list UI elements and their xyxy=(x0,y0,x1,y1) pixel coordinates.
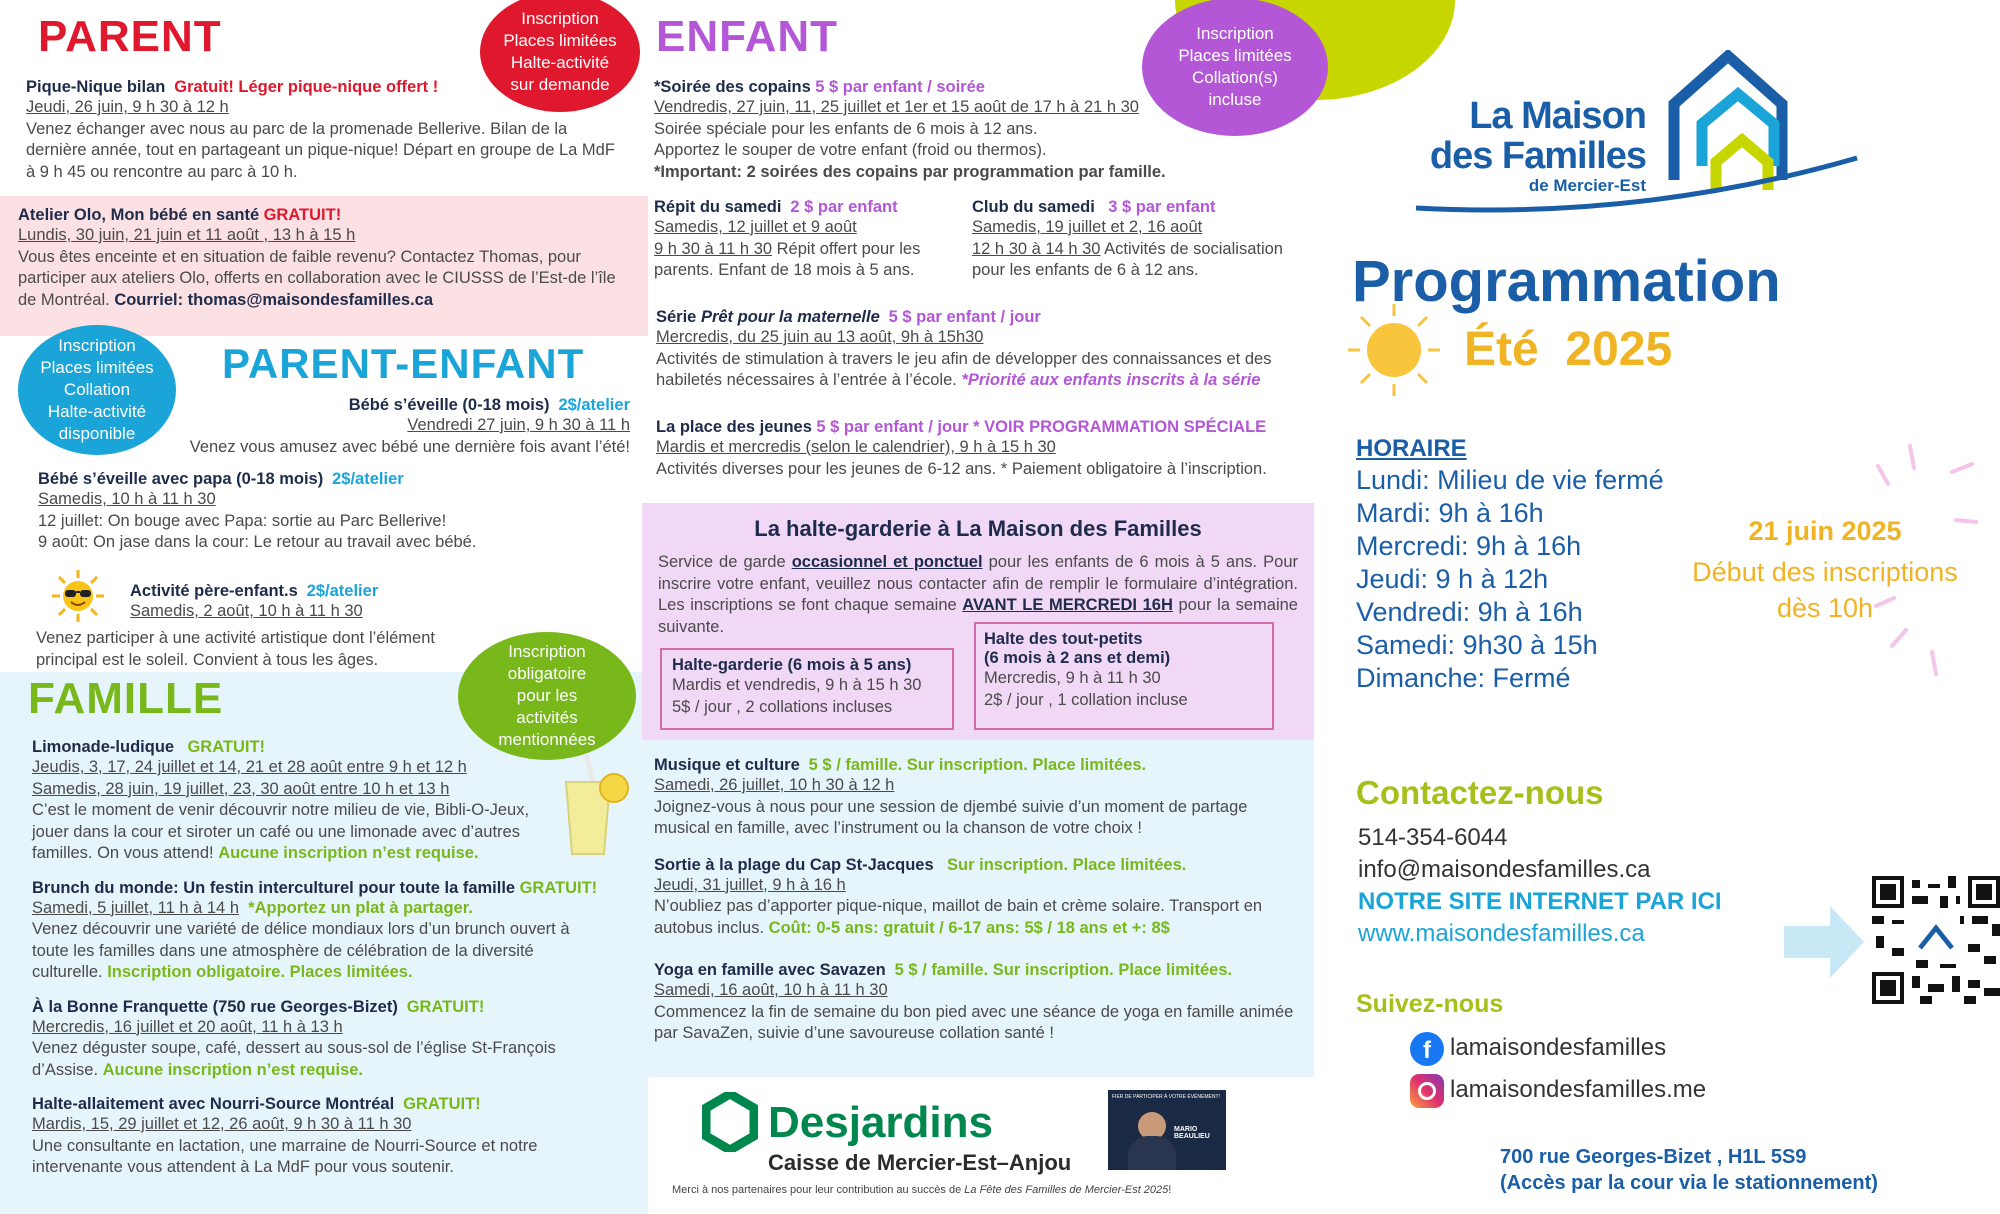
thanks-1: Merci à nos partenaires pour leur contribution au succès de xyxy=(672,1184,965,1196)
horaire-day: Vendredi: 9h à 16h xyxy=(1356,597,1583,627)
franquette-card xyxy=(32,998,632,1082)
yoga-date: Samedi, 16 août, 10 h à 11 h 30 xyxy=(654,981,888,999)
horaire-day: Mercredi: 9h à 16h xyxy=(1356,531,1582,561)
bubble-line: Collation(s) xyxy=(1192,68,1278,87)
contact-email[interactable]: info@maisondesfamilles.ca xyxy=(1358,856,1651,883)
jeunes-card xyxy=(656,418,1312,480)
club-price: 3 $ par enfant xyxy=(1108,198,1216,216)
pere-date: Samedis, 2 août, 10 h à 11 h 30 xyxy=(130,602,363,620)
serie-desc: Activités de stimulation à travers le jeu afin de développer des connaissances et des habiletés nécessaires à l’entrée à l’école. xyxy=(656,349,1272,389)
instagram-ring xyxy=(1418,1082,1436,1100)
bubble-line: Places limitées xyxy=(503,31,617,50)
parent-enfant-heading: PARENT-ENFANT xyxy=(222,340,585,387)
musique-date: Samedi, 26 juillet, 10 h 30 à 12 h xyxy=(654,776,895,794)
musique-title: Musique et culture xyxy=(654,756,800,774)
limonade-badge: GRATUIT! xyxy=(187,738,266,756)
repit-title: Répit du samedi xyxy=(654,198,782,216)
site-label: NOTRE SITE INTERNET PAR ICI xyxy=(1358,888,1722,915)
bubble-line: Collation xyxy=(63,380,131,399)
pere-card xyxy=(130,582,550,623)
limonade-desc: C’est le moment de venir découvrir notre milieu de vie, Bibli-O-Jeux, jouer dans la cour et siroter un café ou une limonade avec d’autres familles. On vous attend! xyxy=(32,801,530,862)
club-title: Club du samedi xyxy=(972,198,1095,216)
club-desc: Activités de socialisation pour les enfants de 6 à 12 ans. xyxy=(972,239,1283,279)
box1-title: Halte-garderie (6 mois à 5 ans) xyxy=(672,656,912,674)
bebe-card xyxy=(170,396,630,458)
halte-p2: pour les enfants de 6 mois à 5 ans. Pour inscrire votre enfant, veuillez nous contacter afin de remplir le formulaire d’intégration. Les inscriptions se font chaque semaine xyxy=(658,553,1298,614)
repit-card xyxy=(654,198,964,282)
soiree-line1: Soirée spéciale pour les enfants de 6 mois à 12 ans. xyxy=(654,119,1038,138)
box2-l1: Mercredis, 9 h à 11 h 30 xyxy=(984,669,1161,687)
qr-code-icon[interactable] xyxy=(1872,876,2000,1004)
yoga-card xyxy=(654,961,1304,1045)
plage-cost: Coût: 0-5 ans: gratuit / 6-17 ans: 5$ / 18 ans et +: 8$ xyxy=(768,918,1170,937)
desjardins-logo-icon xyxy=(702,1092,758,1152)
halte-p1: Service de garde xyxy=(658,553,792,571)
plage-date: Jeudi, 31 juillet, 9 h à 16 h xyxy=(654,875,846,894)
box1-l2: 5$ / jour , 2 collations incluses xyxy=(672,697,893,716)
horaire-block xyxy=(1356,434,1664,695)
box1-l1: Mardis et vendredis, 9 h à 15 h 30 xyxy=(672,676,922,694)
brunch-desc: Venez découvrir une variété de délice mondiaux lors d’un brunch ouvert à toute les familles dans une atmosphère de célébration de la diversité culturelle. xyxy=(32,920,570,981)
bubble-line: Inscription xyxy=(1196,24,1274,43)
bubble-line: mentionnées xyxy=(498,730,596,749)
franquette-title: À la Bonne Franquette (750 rue Georges-Bizet) xyxy=(32,997,398,1016)
pere-title: Activité père-enfant.s xyxy=(130,582,298,600)
yoga-price: 5 $ / famille. Sur inscription. Place limitées. xyxy=(894,961,1233,979)
limonade-note: Aucune inscription n’est requise. xyxy=(218,844,479,862)
brand-name1: La Maison xyxy=(1469,95,1646,137)
plage-title: Sortie à la plage du Cap St-Jacques xyxy=(654,855,934,874)
papa-card xyxy=(38,470,638,554)
horaire-day: Samedi: 9h30 à 15h xyxy=(1356,630,1598,660)
facebook-icon[interactable]: f xyxy=(1410,1032,1444,1066)
bebe-price: 2$/atelier xyxy=(558,396,630,414)
horaire-title: HORAIRE xyxy=(1356,435,1467,462)
facebook-link[interactable]: lamaisondesfamilles xyxy=(1450,1034,1667,1061)
serie-note: *Priorité aux enfants inscrits à la série xyxy=(961,371,1261,389)
halte-allait-card xyxy=(32,1095,632,1179)
picnic-badge: Gratuit! Léger pique-nique offert ! xyxy=(174,78,439,96)
bubble-line: activités xyxy=(516,708,578,727)
picnic-card xyxy=(26,78,626,183)
bubble-line: disponible xyxy=(58,424,136,443)
halte-allait-title: Halte-allaitement avec Nourri-Source Montréal xyxy=(32,1095,395,1113)
picnic-title: Pique-Nique bilan xyxy=(26,78,166,96)
musique-price: 5 $ / famille. Sur inscription. Place limitées. xyxy=(808,756,1147,774)
olo-badge: GRATUIT! xyxy=(263,206,342,224)
brand-name3: de Mercier-Est xyxy=(1528,176,1646,195)
halte-p1u: occasionnel et ponctuel xyxy=(791,553,983,571)
famille-heading: FAMILLE xyxy=(28,674,224,723)
brunch-extra: *Apportez un plat à partager. xyxy=(248,898,473,917)
brunch-note: Inscription obligatoire. Places limitées. xyxy=(107,963,413,981)
inscription-debut xyxy=(1670,554,1980,626)
horaire-day: Mardi: 9h à 16h xyxy=(1356,498,1544,528)
site-link[interactable]: www.maisondesfamilles.ca xyxy=(1358,920,1645,947)
bubble-line: Places limitées xyxy=(1178,46,1292,65)
soiree-title: *Soirée des copains xyxy=(654,78,811,96)
papa-line1: 12 juillet: On bouge avec Papa: sortie au Parc Bellerive! xyxy=(38,511,447,530)
enfant-heading: ENFANT xyxy=(656,12,838,61)
jeunes-price: 5 $ par enfant / jour * VOIR PROGRAMMATION SPÉCIALE xyxy=(816,418,1267,436)
parent-enfant-bubble xyxy=(18,325,176,455)
jeunes-desc: Activités diverses pour les jeunes de 6-12 ans. * Paiement obligatoire à l’inscription. xyxy=(656,459,1267,478)
limonade-title: Limonade-ludique xyxy=(32,738,175,756)
contact-title: Contactez-nous xyxy=(1356,774,1604,811)
desjardins-caisse: Caisse de Mercier-Est–Anjou xyxy=(768,1150,1072,1175)
pere-price: 2$/atelier xyxy=(306,582,379,600)
jeunes-date: Mardis et mercredis (selon le calendrier), 9 h à 15 h 30 xyxy=(656,438,1056,456)
club-card xyxy=(972,198,1312,282)
club-time: 12 h 30 à 14 h 30 xyxy=(972,239,1101,258)
halte-allait-date: Mardis, 15, 29 juillet et 12, 26 août, 9 h 30 à 11 h 30 xyxy=(32,1115,412,1133)
papa-title: Bébé s’éveille avec papa (0-18 mois) xyxy=(38,470,324,488)
brand-name2: des Familles xyxy=(1429,135,1646,177)
brunch-title: Brunch du monde: Un festin interculturel pour toute la famille xyxy=(32,878,516,897)
horaire-day: Lundi: Milieu de vie fermé xyxy=(1356,465,1664,495)
limonade-card xyxy=(32,738,632,865)
sponsor-thanks xyxy=(672,1184,1292,1196)
thanks-3: ! xyxy=(1168,1184,1172,1196)
house-logo-icon xyxy=(1412,50,1872,220)
papa-date: Samedis, 10 h à 11 h 30 xyxy=(38,490,216,508)
instagram-link[interactable]: lamaisondesfamilles.me xyxy=(1450,1076,1707,1103)
soiree-date: Vendredis, 27 juin, 11, 25 juillet et 1er et 15 août de 17 h à 21 h 30 xyxy=(654,98,1139,116)
papa-price: 2$/atelier xyxy=(332,470,404,488)
instagram-icon[interactable] xyxy=(1410,1074,1444,1108)
brunch-badge: GRATUIT! xyxy=(519,878,598,897)
musique-card xyxy=(654,756,1304,840)
bubble-line: obligatoire xyxy=(507,664,587,683)
halte-p3: pour la semaine suivante. xyxy=(658,596,1298,636)
franquette-note: Aucune inscription n’est requise. xyxy=(102,1060,364,1079)
serie-title: Série xyxy=(656,308,701,326)
repit-date: Samedis, 12 juillet et 9 août xyxy=(654,218,857,236)
bubble-line: Halte-activité xyxy=(510,53,610,72)
bebe-date: Vendredi 27 juin, 9 h 30 à 11 h xyxy=(407,416,630,434)
desjardins-name: Desjardins xyxy=(768,1098,993,1147)
repit-desc: Répit offert pour les parents. Enfant de 18 mois à 5 ans. xyxy=(654,239,921,279)
soiree-note: *Important: 2 soirées des copains par programmation par famille. xyxy=(654,162,1166,181)
jeunes-title: La place des jeunes xyxy=(656,418,812,436)
poster-top: FIER DE PARTICIPER À VOTRE ÉVÉNEMENT! xyxy=(1112,1094,1220,1100)
halte-box-garderie xyxy=(660,648,954,730)
soiree-price: 5 $ par enfant / soirée xyxy=(815,78,985,96)
bebe-desc: Venez vous amusez avec bébé une dernière fois avant l’été! xyxy=(189,437,630,456)
parent-heading: PARENT xyxy=(38,12,222,61)
musique-desc: Joignez-vous à nous pour une session de djembé suivie d’un moment de partage musical en famille, avec l’instrument ou la chanson de votre choix ! xyxy=(654,797,1248,837)
horaire-day: Jeudi: 9 h à 12h xyxy=(1356,564,1549,594)
olo-email[interactable]: Courriel: thomas@maisondesfamilles.ca xyxy=(114,290,434,309)
arrow-right-icon xyxy=(1784,902,1864,982)
sun-icon xyxy=(1344,300,1444,400)
inscription-date: 21 juin 2025 xyxy=(1748,516,1902,546)
serie-card xyxy=(656,308,1312,392)
sun-glasses-icon xyxy=(50,568,106,624)
bubble-line: Places limitées xyxy=(40,358,154,377)
limonade-date1: Jeudis, 3, 17, 24 juillet et 14, 21 et 28 août entre 9 h et 12 h xyxy=(32,758,467,776)
halte-p2u: AVANT LE MERCREDI 16H xyxy=(962,596,1173,614)
halte-title: La halte-garderie à La Maison des Familles xyxy=(754,516,1202,541)
repit-time: 9 h 30 à 11 h 30 xyxy=(654,239,773,258)
ete-title: Été 2025 xyxy=(1464,323,1673,376)
bubble-line: Inscription xyxy=(521,9,599,28)
address-line2: (Accès par la cour via le stationnement) xyxy=(1500,1172,1878,1194)
bubble-line: Inscription xyxy=(508,642,586,661)
box2-title1: Halte des tout-petits xyxy=(984,630,1143,648)
club-date: Samedis, 19 juillet et 2, 16 août xyxy=(972,218,1203,236)
bebe-title: Bébé s’éveille (0-18 mois) xyxy=(348,396,550,414)
horaire-day: Dimanche: Fermé xyxy=(1356,663,1571,693)
olo-date: Lundis, 30 juin, 21 juin et 11 août , 13 h à 15 h xyxy=(18,226,356,244)
halte-allait-badge: GRATUIT! xyxy=(403,1095,481,1113)
famille-list xyxy=(32,738,632,1193)
debut-line1: Début des inscriptions xyxy=(1692,557,1958,587)
plage-price: Sur inscription. Place limitées. xyxy=(947,855,1187,874)
serie-price: 5 $ par enfant / jour xyxy=(888,308,1041,326)
soiree-line2: Apportez le souper de votre enfant (froid ou thermos). xyxy=(654,141,1047,159)
papa-line2: 9 août: On jase dans la cour: Le retour au travail avec bébé. xyxy=(38,533,477,551)
bubble-line: pour les xyxy=(516,686,578,705)
picnic-date: Jeudi, 26 juin, 9 h 30 à 12 h xyxy=(26,98,229,116)
brunch-date: Samedi, 5 juillet, 11 h à 14 h xyxy=(32,898,239,917)
debut-line2: dès 10h xyxy=(1776,593,1874,623)
limonade-date2: Samedis, 28 juin, 19 juillet, 23, 30 août entre 10 h et 13 h xyxy=(32,779,450,798)
soiree-card xyxy=(654,78,1294,183)
famille2-list xyxy=(654,756,1304,1045)
serie-title-italic: Prêt pour la maternelle xyxy=(700,308,880,326)
franquette-date: Mercredis, 16 juillet et 20 août, 11 h à 13 h xyxy=(32,1017,343,1036)
bubble-line: Inscription xyxy=(58,336,136,355)
halte-box-tout-petits xyxy=(974,622,1274,730)
thanks-2: La Fête des Familles de Mercier-Est 2025 xyxy=(964,1184,1169,1196)
plage-card xyxy=(654,856,1304,940)
serie-date: Mercredis, du 25 juin au 13 août, 9h à 15h30 xyxy=(656,328,984,346)
plage-desc: N’oubliez pas d’apporter pique-nique, maillot de bain et crème solaire. Transport en autobus inclus. xyxy=(654,897,1263,937)
yoga-desc: Commencez la fin de semaine du bon pied avec une séance de yoga en famille animée par SavaZen, suivie d’une savoureuse collation santé ! xyxy=(654,1002,1294,1042)
contact-phone[interactable]: 514-354-6044 xyxy=(1358,824,1508,851)
follow-title: Suivez-nous xyxy=(1356,990,1504,1018)
olo-card xyxy=(18,206,628,311)
olo-title: Atelier Olo, Mon bébé en santé xyxy=(18,206,260,224)
halte-allait-desc: Une consultante en lactation, une marraine de Nourri-Source et notre intervenante vous attendent à La MdF pour vous soutenir. xyxy=(32,1136,538,1176)
prog-title: Programmation xyxy=(1352,249,1781,314)
yoga-title: Yoga en famille avec Savazen xyxy=(654,961,886,979)
address xyxy=(1500,1144,1878,1196)
bubble-line: incluse xyxy=(1208,90,1262,109)
poster-name: MARIO BEAULIEU xyxy=(1174,1126,1210,1140)
sponsor-poster xyxy=(1108,1090,1226,1170)
olo-desc: Vous êtes enceinte et en situation de faible revenu? Contactez Thomas, pour participer aux ateliers Olo, offerts en collaboration avec le CIUSSS de l’Est-de l’île de Montréal. xyxy=(18,247,616,309)
address-line1: 700 rue Georges-Bizet , H1L 5S9 xyxy=(1500,1146,1807,1168)
poster-suit xyxy=(1128,1136,1176,1170)
franquette-desc: Venez déguster soupe, café, dessert au sous-sol de l’église St-François d’Assise. xyxy=(32,1039,556,1079)
repit-price: 2 $ par enfant xyxy=(790,198,898,216)
pere-desc: Venez participer à une activité artistique dont l’élément principal est le soleil. Convient à tous les âges. xyxy=(36,629,435,669)
franquette-badge: GRATUIT! xyxy=(406,997,485,1016)
picnic-desc: Venez échanger avec nous au parc de la promenade Bellerive. Bilan de la dernière année, tout en partageant un pique-nique! Départ en groupe de La MdF à 9 h 45 ou rencontre au parc à 10 h. xyxy=(26,119,615,181)
brunch-card xyxy=(32,879,632,984)
bubble-line: sur demande xyxy=(510,75,610,94)
box2-title2: (6 mois à 2 ans et demi) xyxy=(984,649,1171,667)
bubble-line: Halte-activité xyxy=(47,402,147,421)
box2-l2: 2$ / jour , 1 collation incluse xyxy=(984,690,1188,709)
